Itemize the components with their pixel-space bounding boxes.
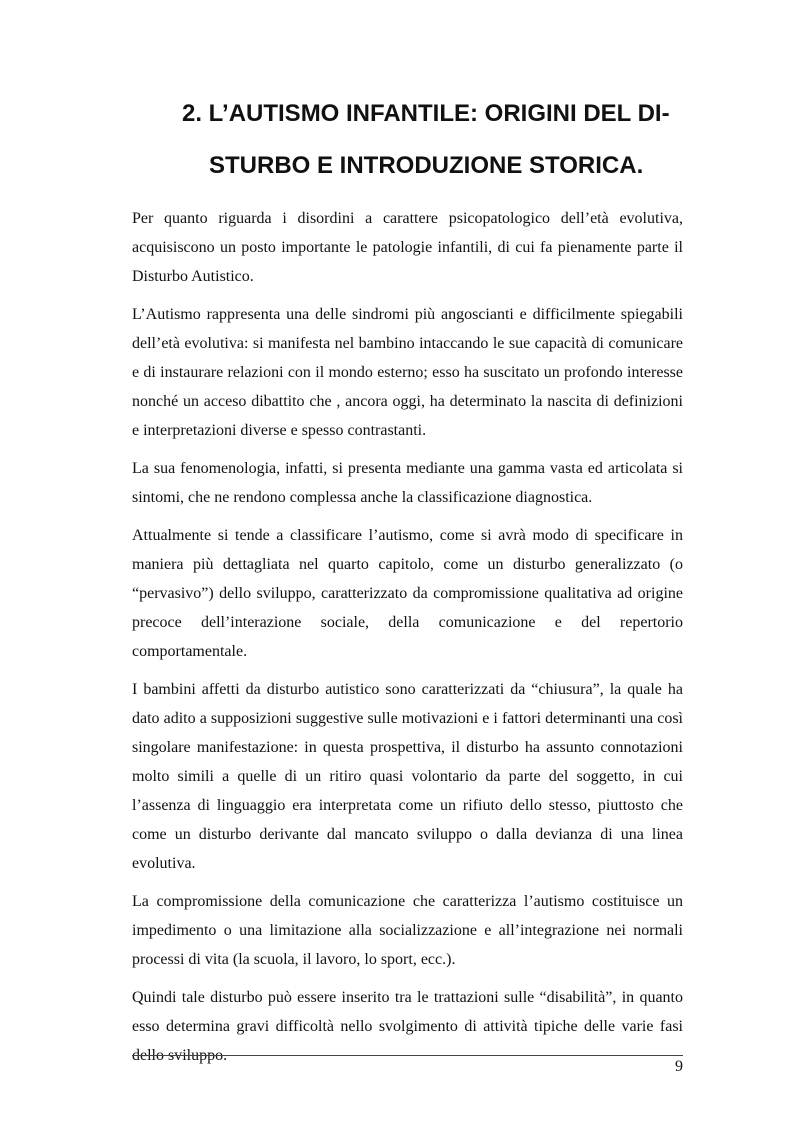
paragraph-4: Attualmente si tende a classificare l’autismo, come si avrà modo di specificare in maniera più dettagliata nel quarto capitolo, come un disturbo generalizzato (o “pervasivo”) dello sviluppo, caratterizzato da compromissione qualitativa ad origine precoce dell’interazione sociale, della comunicazione e del repertorio comportamentale. xyxy=(132,527,683,660)
paragraph-7: Quindi tale disturbo può essere inserito tra le trattazioni sulle “disabilità”, in quanto esso determina gravi difficoltà nello svolgimento di attività tipiche delle varie fasi dello sviluppo. xyxy=(132,989,683,1064)
page-number: 9 xyxy=(675,1058,683,1075)
chapter-title-line-2: STURBO E INTRODUZIONE STORICA. xyxy=(209,152,644,179)
paragraph-3: La sua fenomenologia, infatti, si presenta mediante una gamma vasta ed articolata si sintomi, che ne rendono complessa anche la classificazione diagnostica. xyxy=(132,460,683,506)
chapter-title xyxy=(160,88,680,192)
footer-divider xyxy=(132,1055,683,1056)
chapter-title-line-1: 2. L’AUTISMO INFANTILE: ORIGINI DEL DI- xyxy=(182,100,670,127)
body-text xyxy=(132,204,683,1079)
paragraph-6: La compromissione della comunicazione che caratterizza l’autismo costituisce un impedimento o una limitazione alla socializzazione e all’integrazione nei normali processi di vita (la scuola, il lavoro, lo sport, ecc.). xyxy=(132,893,683,968)
paragraph-2: L’Autismo rappresenta una delle sindromi più angoscianti e difficilmente spiegabili dell’età evolutiva: si manifesta nel bambino intaccando le sue capacità di comunicare e di instaurare relazioni con il mondo esterno; esso ha suscitato un profondo interesse nonché un acceso dibattito che , ancora oggi, ha determinato la nascita di definizioni e interpretazioni diverse e spesso contrastanti. xyxy=(132,306,683,439)
paragraph-1: Per quanto riguarda i disordini a carattere psicopatologico dell’età evolutiva, acquisiscono un posto importante le patologie infantili, di cui fa pienamente parte il Disturbo Autistico. xyxy=(132,210,683,285)
paragraph-5: I bambini affetti da disturbo autistico sono caratterizzati da “chiusura”, la quale ha dato adito a supposizioni suggestive sulle motivazioni e i fattori determinanti una così singolare manifestazione: in questa prospettiva, il disturbo ha assunto connotazioni molto simili a quelle di un ritiro quasi volontario da parte del soggetto, in cui l’assenza di linguaggio era interpretata come un rifiuto dello stesso, piuttosto che come un disturbo derivante dal mancato sviluppo o dalla devianza di una linea evolutiva. xyxy=(132,681,683,872)
